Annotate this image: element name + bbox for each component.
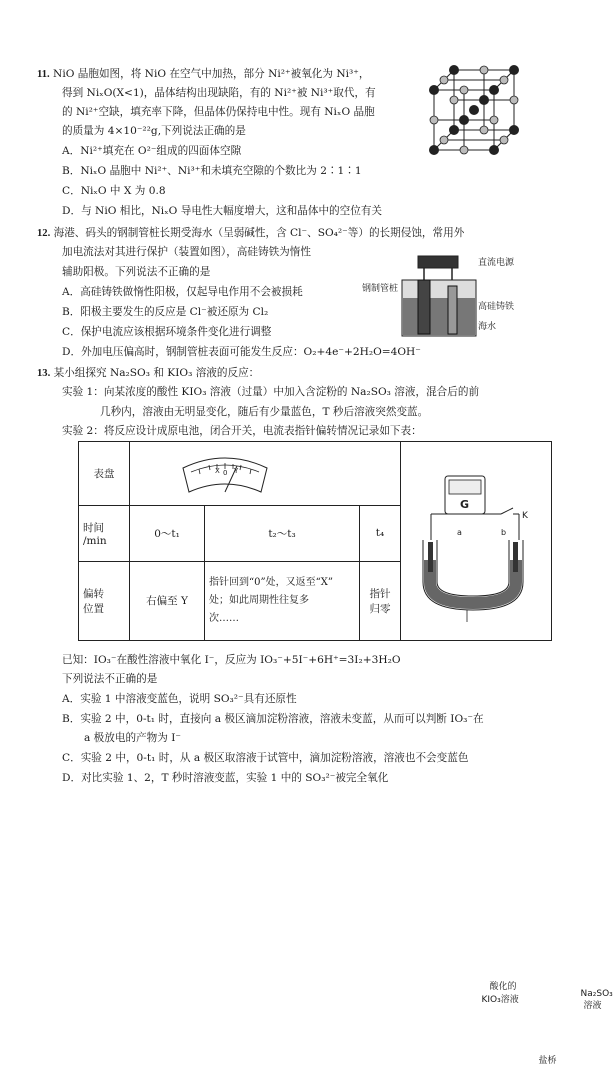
dial-mark-y: Y [234, 467, 239, 476]
q11-stem-line1 [37, 67, 369, 82]
q11-option-d[interactable]: D．与 NiO 相比，NiₓO 导电性大幅度增大，这和晶体中的空位有关 [62, 205, 383, 217]
header-deflection-line1: 偏转 [83, 587, 104, 600]
q13-stem-text: 某小组探究 Na₂SO₃ 和 KIO₃ 溶液的反应： [53, 367, 260, 379]
q11-number: 11. [37, 69, 50, 80]
galvanic-cell-figure [401, 442, 551, 640]
header-time [79, 505, 130, 561]
q11-stem-line2: 得到 NiₓO(X<1)，晶体结构出现缺陷，有的 Ni²⁺被 Ni³⁺取代，有 [62, 87, 376, 99]
q12-stem-line2: 加电流法对其进行保护（装置如图），高硅铸铁为惰性 [62, 246, 311, 258]
q12-stem-text1: 海港、码头的钢制管桩长期受海水（呈弱碱性，含 Cl⁻、SO₄²⁻等）的长期侵蚀，常用外 [53, 227, 465, 239]
q11-option-a[interactable]: A．Ni²⁺填充在 O²⁻组成的四面体空隙 [62, 145, 242, 157]
electrode-a-label: a [457, 528, 462, 537]
deflection-period-3-line1: 指针 [369, 587, 391, 600]
switch-k-label: K [522, 511, 528, 521]
q13-exp2: 实验 2：将反应设计成原电池，闭合开关，电流表指针偏转情况记录如下表： [62, 425, 422, 437]
q13-exp1-line1: 实验 1：向某浓度的酸性 KIO₃ 溶液（过量）中加入含淀粉的 Na₂SO₃ 溶液，混合后的前 [62, 386, 480, 398]
deflection-period-3-line2: 归零 [369, 602, 391, 615]
q13-option-b-line2[interactable]: a 极放电的产物为 I⁻ [84, 732, 181, 744]
q12-option-c[interactable]: C．保护电流应该根据环境条件变化进行调整 [62, 326, 272, 338]
electrode-b-label: b [501, 528, 507, 537]
label-power-supply: 直流电源 [478, 258, 515, 268]
q12-option-b[interactable]: B．阳极主要发生的反应是 Cl⁻被还原为 Cl₂ [62, 306, 269, 318]
q12-stem-line3: 辅助阳极。下列说法不正确的是 [62, 266, 211, 278]
deflection-period-2-line3: 次…… [209, 612, 239, 624]
meter-g-label: G [460, 498, 470, 511]
q11-option-b[interactable]: B．NiₓO 晶胞中 Ni²⁺、Ni³⁺和未填充空隙的个数比为 2∶1∶1 [62, 165, 362, 177]
label-salt-bridge: 盐桥 [538, 1055, 557, 1066]
deflection-period-2-line1: 指针回到“0”处，又返至“X” [209, 576, 333, 588]
header-time-line2: /min [83, 534, 107, 547]
label-acidified: 酸化的 [489, 981, 517, 992]
dial-mark-zero: 0 [223, 469, 228, 478]
q11-stem-line3: 的 Ni²⁺空缺，填充率下降，但晶体仍保持电中性。现有 NiₓO 晶胞 [62, 106, 375, 118]
q12-stem-line1 [37, 226, 464, 241]
q13-stem [37, 366, 259, 381]
nio-crystal-cell-figure [424, 62, 524, 162]
header-deflection [79, 561, 130, 640]
q13-ask: 下列说法不正确的是 [62, 673, 158, 685]
label-kio3-solution: KIO₃溶液 [481, 994, 519, 1005]
header-dial: 表盘 [79, 442, 130, 506]
q13-option-b-line1[interactable]: B．实验 2 中，0-t₁ 时，直接向 a 极区滴加淀粉溶液，溶液未变蓝，从而可以判断 IO₃⁻在 [62, 713, 484, 725]
q13-exp1-line2: 几秒内，溶液由无明显变化，随后有少量蓝色，T 秒后溶液突然变蓝。 [100, 406, 429, 418]
q13-option-a[interactable]: A．实验 1 中溶液变蓝色，说明 SO₃²⁻具有还原性 [62, 693, 297, 705]
dial-mark-x: X [215, 467, 220, 476]
galvanometer-dial [179, 450, 271, 496]
cathodic-protection-figure [400, 254, 478, 338]
label-na2so3-solution: 溶液 [583, 1000, 602, 1011]
time-period-1: 0～t₁ [130, 505, 205, 561]
label-seawater: 海水 [478, 322, 497, 332]
q13-known-reaction: 已知：IO₃⁻在酸性溶液中氧化 I⁻，反应为 IO₃⁻+5I⁻+6H⁺=3I₂+3H₂O [62, 654, 401, 666]
q11-stem-line4: 的质量为 4×10⁻²²g,下列说法正确的是 [62, 125, 246, 137]
label-steel-pile: 钢制管桩 [362, 284, 399, 294]
q11-option-c[interactable]: C．NiₓO 中 X 为 0.8 [62, 185, 166, 197]
galvanic-cell-cell [401, 442, 613, 1066]
deflection-period-3 [360, 561, 401, 640]
q12-option-d[interactable]: D．外加电压偏高时，钢制管桩表面可能发生反应：O₂+4e⁻+2H₂O=4OH⁻ [62, 346, 421, 358]
deflection-period-1: 右偏至 Y [130, 561, 205, 640]
q12-number: 12. [37, 228, 51, 239]
dial-cell [130, 442, 401, 506]
time-period-2: t₂～t₃ [205, 505, 360, 561]
deflection-period-2 [205, 561, 360, 640]
q11-stem-text1: NiO 晶胞如图，将 NiO 在空气中加热，部分 Ni²⁺被氧化为 Ni³⁺， [53, 68, 370, 80]
q12-option-a[interactable]: A．高硅铸铁做惰性阳极，仅起导电作用不会被损耗 [62, 286, 303, 298]
label-silicon-iron: 高硅铸铁 [478, 302, 515, 312]
deflection-period-2-line2: 处；如此周期性往复多 [209, 594, 309, 606]
header-deflection-line2: 位置 [83, 602, 104, 615]
q13-option-c[interactable]: C．实验 2 中，0-t₁ 时，从 a 极区取溶液于试管中，滴加淀粉溶液，溶液也不会变蓝色 [62, 752, 469, 764]
q13-option-d[interactable]: D．对比实验 1、2，T 秒时溶液变蓝，实验 1 中的 SO₃²⁻被完全氧化 [62, 772, 389, 784]
label-na2so3: Na₂SO₃ [580, 988, 613, 999]
time-period-3: t₄ [360, 505, 401, 561]
q13-number: 13. [37, 368, 51, 379]
header-time-line1: 时间 [83, 521, 104, 534]
